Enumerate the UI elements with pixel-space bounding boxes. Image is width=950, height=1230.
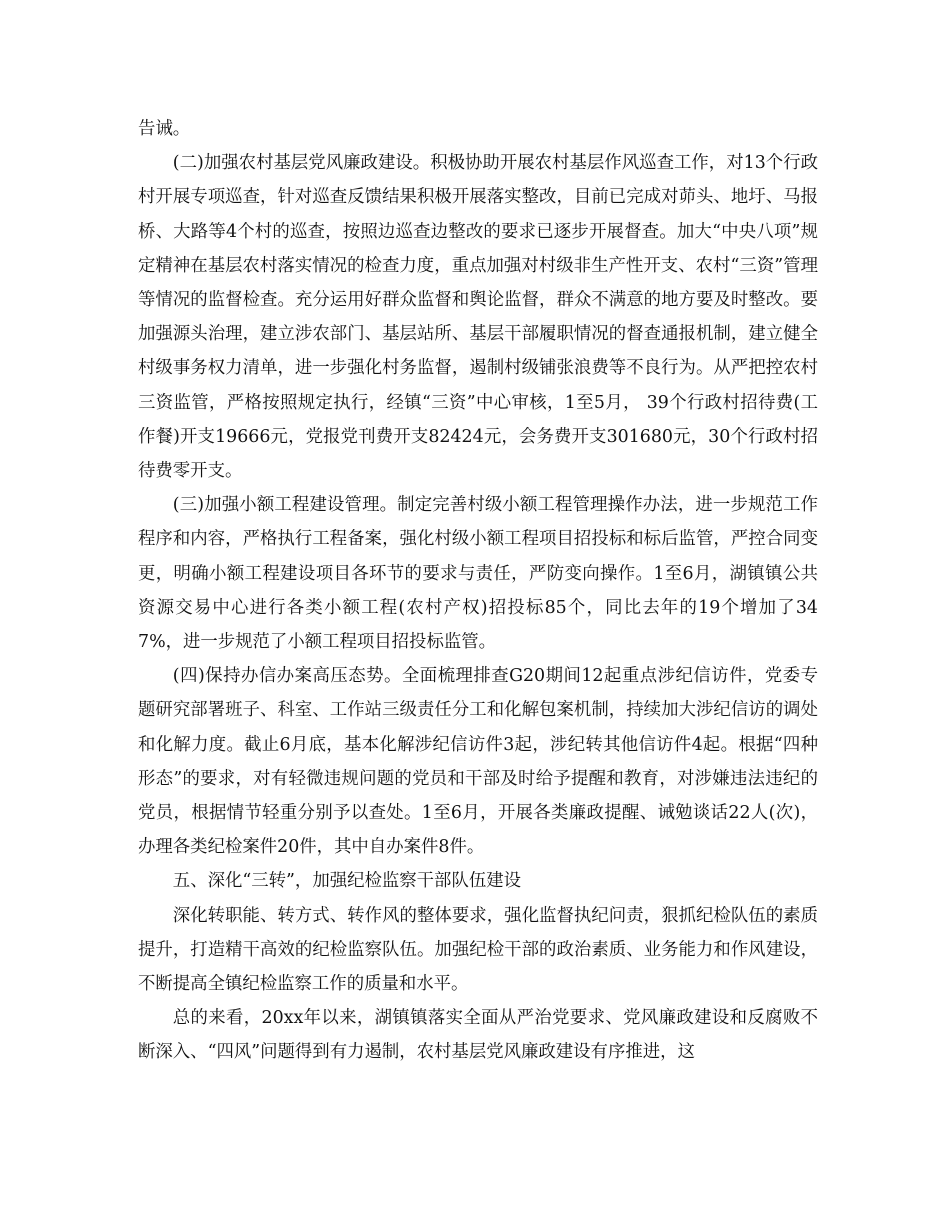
heading-section-five: 五、深化“三转”，加强纪检监察干部队伍建设 [172,871,522,892]
document-body [138,112,818,1070]
paragraph-summary: 总的来看，20xx年以来，湖镇镇落实全面从严治党要求、党风廉政建设和反腐败不断深入、“四风”问题得到有力遏制，农村基层党风廉政建设有序推进，这 [138,1008,818,1063]
paragraph-section-2-rural-integrity: (二)加强农村基层党风廉政建设。积极协助开展农村基层作风巡查工作，对13个行政村开展专项巡查，针对巡查反馈结果积极开展落实整改，目前已完成对茆头、地圩、马报桥、大路等4个村的巡查，按照边巡查边整改的要求已逐步开展督查。加大“中央八项”规定精神在基层农村落实情况的检查力度，重点加强对村级非生产性开支、农村“三资”管理等情况的监督检查。充分运用好群众监督和舆论监督，群众不满意的地方要及时整改。要加强源头治理，建立涉农部门、基层站所、基层干部履职情况的督查通报机制，建立健全村级事务权力清单，进一步强化村务监督，遏制村级铺张浪费等不良行为。从严把控农村三资监管，严格按照规定执行，经镇“三资”中心审核，1至5月， 39个行政村招待费(工作餐)开支19666元，党报党刊费开支82424元，会务费开支301680元，30个行政村招待费零开支。 [138,153,818,482]
paragraph-continuation: 告诫。 [138,119,191,139]
paragraph-section-3-small-projects: (三)加强小额工程建设管理。制定完善村级小额工程管理操作办法，进一步规范工作程序和内容，严格执行工程备案，强化村级小额工程项目招投标和标后监管，严控合同变更，明确小额工程建设项目各环节的要求与责任，严防变向操作。1至6月，湖镇镇公共资源交易中心进行各类小额工程(农村产权)招投标85个，同比去年的19个增加了347%，进一步规范了小额工程项目招投标监管。 [138,495,818,653]
paragraph-section-4-petitions-cases: (四)保持办信办案高压态势。全面梳理排查G20期间12起重点涉纪信访件，党委专题研究部署班子、科室、工作站三级责任分工和化解包案机制，持续加大涉纪信访的调处和化解力度。截止6月底，基本化解涉纪信访件3起，涉纪转其他信访件4起。根据“四种形态”的要求，对有轻微违规问题的党员和干部及时给予提醒和教育，对涉嫌违法违纪的党员，根据情节轻重分别予以查处。1至6月，开展各类廉政提醒、诫勉谈话22人(次)，办理各类纪检案件20件，其中自办案件8件。 [138,666,818,858]
paragraph-section-five-body: 深化转职能、转方式、转作风的整体要求，强化监督执纪问责，狠抓纪检队伍的素质提升，打造精干高效的纪检监察队伍。加强纪检干部的政治素质、业务能力和作风建设，不断提高全镇纪检监察工作的质量和水平。 [138,905,818,995]
